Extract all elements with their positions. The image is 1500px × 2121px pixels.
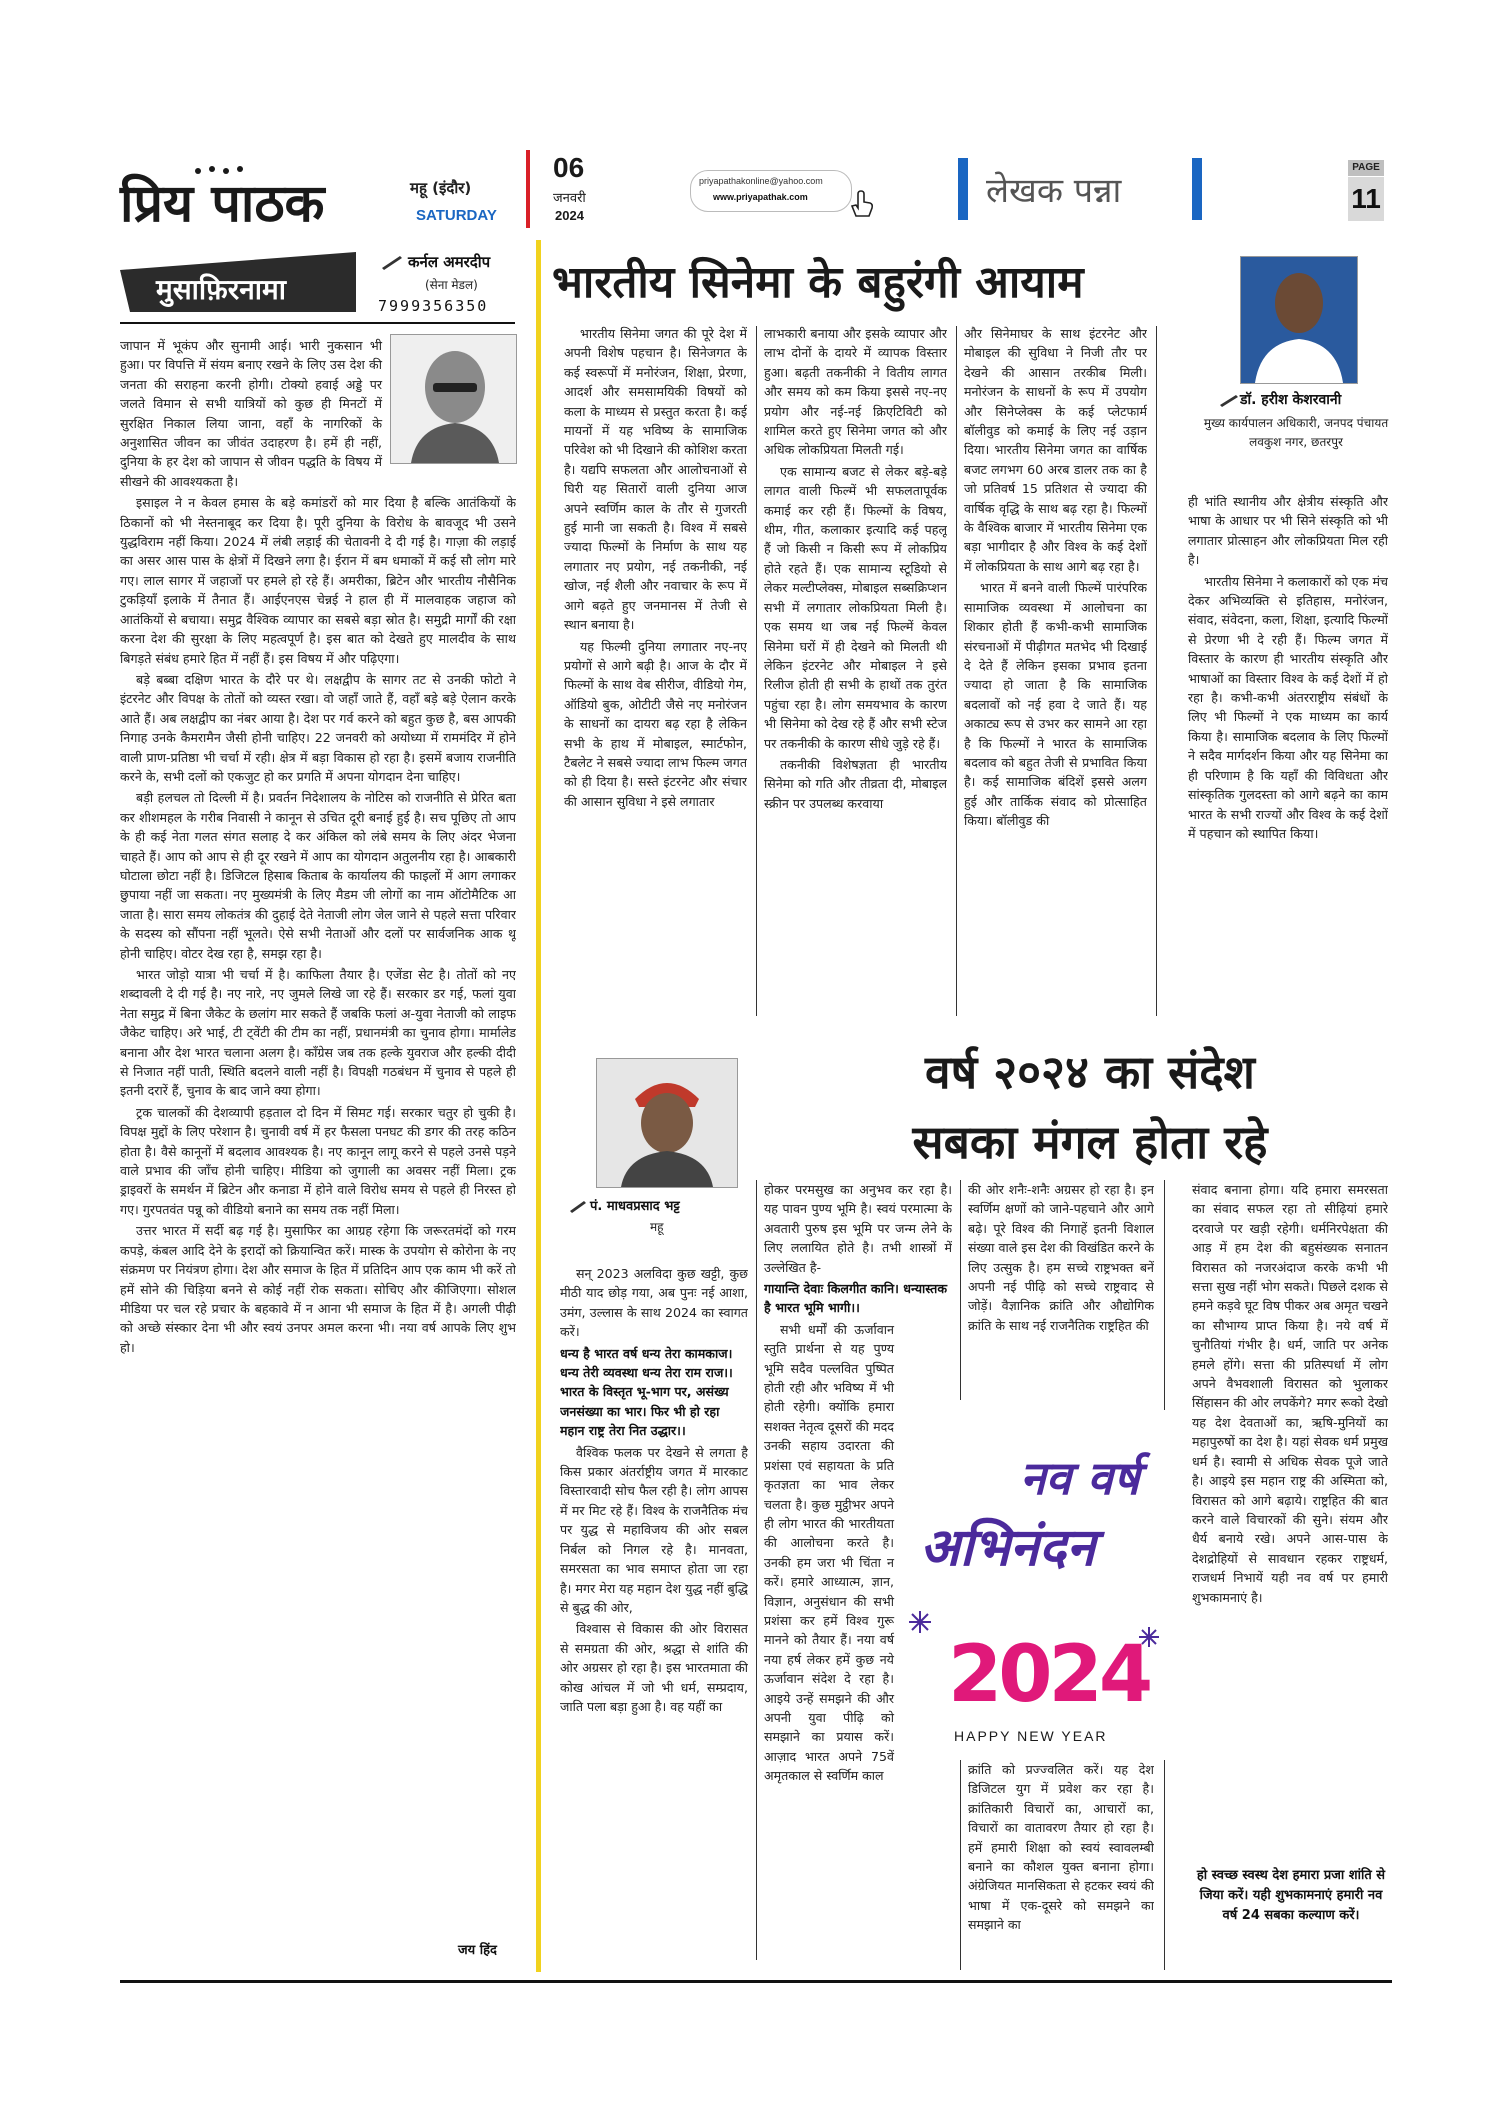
paragraph: जापान में भूकंप और सुनामी आई। भारी नुकसान भी हुआ। पर विपत्ति में संयम बनाए रखने के लिए उस देश की जनता की सराहना करनी होगी। टोक्यो हवाई अड्डे पर जलते विमान से सभी यात्रियों को कुछ ही मिनटों में सुरक्षित निकाल लिया जाना, वहाँ के नागरिकों के अनुशासित जीवन का जीवंत उदाहरण है। हमें ही नहीं, दुनिया के हर देश को जापान से जीवन पद्धति के विषय में सीखने की आवश्यकता है। <box>120 338 382 489</box>
paragraph: होकर परमसुख का अनुभव कर रहा है। यह पावन पुण्य भूमि है। स्वयं परमात्मा के अवतारी पुरुष इस भूमि पर जन्म लेने के लिए ललायित होते है। तभी शास्त्रों में उल्लेखित है- <box>764 1182 952 1275</box>
sandesh-col-2-narrow <box>764 1320 894 1786</box>
author-portrait-icon <box>597 1059 737 1187</box>
column-rule <box>960 1760 961 1970</box>
new-year-greeting <box>900 1440 1180 1750</box>
sandesh-col-2-bottom <box>764 1726 952 1970</box>
paragraph: विश्वास से विकास की ओर विरासत से समग्रता की ओर, श्रद्धा से शांति की ओर अग्रसर हो रहा है। इस भारतमाता की कोख आंचल में जो भी धर्म, सम्प्रदाय, जाति पला बड़ा हुआ है। वह यहीं का <box>560 1621 748 1714</box>
sandesh-col-4 <box>1192 1180 1388 1870</box>
paragraph: उत्तर भारत में सर्दी बढ़ गई है। मुसाफिर का आग्रह रहेगा कि जरूरतमंदों को गरम कपड़े, कंबल आदि देने के इरादों को क्रियान्वित करें। मास्क के उपयोग से कोरोना के नए संक्रमण पर नियंत्रण होगा। देश और समाज के हित में प्रतिदिन आप एक काम भी करें तो हमें सोने की चिड़िया बनने से कोई नहीं रोक सकता। सोचिए और कीजिएगा। सोशल मीडिया पर चल रहे प्रचार के बहकावे में न आना भी समाज के हित में है। अगली पीढ़ी को अच्छे संस्कार देना भी और स्वयं उनपर अमल करना भी। नया वर्ष आपके लिए शुभ हो। <box>120 1223 516 1355</box>
cinema-col-1 <box>564 324 747 1020</box>
logo <box>120 160 360 234</box>
paragraph: बड़ी हलचल तो दिल्ली में है। प्रवर्तन निदेशालय के नोटिस को राजनीति से प्रेरित बता कर शीशमहल के गरीब निवासी ने कानून से उचित दूरी बनाई हुई है। सच पूछिए तो आप के ही कई नेता गलत संगत सलाह दे कर अंकिल को लंबे समय के लिए अंदर भेजना चाहते हैं। आप को आप से ही दूर रखने में आप का योगदान अतुलनीय रहा है। आबकारी घोटाला छोटा नहीं है। डिजिटल हिसाब किताब के कार्यालय की फाइलों में आग लगाकर छुपाया नहीं जा सकता। नए मुख्यमंत्री के लिए मैडम जी लोगों का नाम ऑटोमैटिक आ जाता है। सारा समय लोकतंत्र की दुहाई देते नेताजी लोग जेल जाने से पहले सत्ता परिवार के सदस्य को सौंपना नहीं भूलते। ऐसे सभी नेताओं और दलों पर सार्वजनिक आक थू होनी चाहिए। वोटर देख रहा है, समझ रहा है। <box>120 790 516 961</box>
paragraph: क्रांति को प्रज्ज्वलित करें। यह देश डिजिटल युग में प्रवेश कर रहा है। क्रांतिकारी विचारों का, आचारों का, विचारों का वातावरण तैयार हो रहा है। हमें हमारी शिक्षा को स्वयं स्वावलम्बी बनाने का कौशल युक्त बनाना होगा। अंग्रेजियत मानसिकता से हटकर स्वयं की भाषा में एक-दूसरे को समझने का समझाने का <box>968 1762 1154 1933</box>
sandesh-col-3-top <box>968 1180 1154 1410</box>
column-author-unit: (सेना मेडल) <box>425 278 478 292</box>
snowflake-icon <box>908 1610 932 1634</box>
musafirnama-intro-wrap <box>120 336 382 493</box>
date-year: 2024 <box>555 208 584 223</box>
column-rule <box>960 1180 961 1400</box>
paragraph: तकनीकी विशेषज्ञता ही भारतीय सिनेमा को गति और तीव्रता दी, मोबाइल स्क्रीन पर उपलब्ध करवाया <box>764 756 947 811</box>
page-number: 11 <box>1348 177 1384 221</box>
pen-icon <box>380 254 404 270</box>
date-month: जनवरी <box>553 191 586 206</box>
greeting-headline-2: सबका मंगल होता रहे <box>912 1115 1268 1169</box>
paragraph: ट्रक चालकों की देशव्यापी हड़ताल दो दिन में सिमट गई। सरकार चतुर हो चुकी है। विपक्ष मुद्दों के लिए परेशान है। चुनावी वर्ष में हर फैसला पनघट की डगर की तरह कठिन होता है। वैसे कानूनों में बदलाव आवश्यक है। नए कानून लागू करने से पहले उनसे पड़ने वाले प्रभाव की जाँच होनी चाहिए। मीडिया को जुगाली का अवसर नहीं मिला। ट्रक ड्राइवरों के समर्थन में ब्रिटेन और कनाडा में होने वाले विरोध समय से पहले ही निरस्त हो गए। गुरपतवंत पन्नू को वीडियो बनाने का समय तक नहीं मिला। <box>120 1104 516 1217</box>
pen-icon <box>1218 392 1240 406</box>
cinema-author-photo <box>1240 256 1358 384</box>
section-divider <box>536 240 541 1972</box>
column-banner <box>120 252 356 312</box>
paragraph: एक सामान्य बजट से लेकर बड़े-बड़े लागत वाली फिल्में भी सफलतापूर्वक कमाई कर रही हैं। फिल्मों के विषय, थीम, गीत, कलाकार इत्यादि कई पहलू हैं जो किसी न किसी रूप में लोकप्रिय होते रहते हैं। एक सामान्य स्टूडियो से लेकर मल्टीप्लेक्स, मोबाइल सब्सक्रिप्शन सभी में लगातार लोकप्रियता मिली है। एक समय था जब नई फिल्में केवल सिनेमा घरों में ही देखने को मिलती थी लेकिन इंटरनेट और मोबाइल ने इसे रिलीज होती ही सभी के हाथों तक तुरंत पहुंचा रहा है। लोग समयभाव के कारण भी सिनेमा को देख रहे हैं और सभी स्टेज पर तकनीकी के कारण सीधे जुड़े रहे हैं। <box>764 463 947 751</box>
date-number: 06 <box>553 152 585 183</box>
column-rule <box>756 326 757 1016</box>
second-author-photo <box>596 1058 738 1188</box>
second-author-place: महू <box>650 1220 664 1234</box>
paragraph: वैश्विक फलक पर देखने से लगता है किस प्रकार अंतर्राष्ट्रीय जगत में मारकाट विस्तारवादी सोच फैल रही है। लोग आपस में मर मिट रहे हैं। विश्व के राजनैतिक मंच पर युद्ध से महाविजय की ओर सबल निर्बल को निगल रहे है। मानवता, समरसता का भाव समाप्त होता जा रहा है। मगर मेरा यह महान देश युद्ध नहीं बुद्धि से बुद्ध की ओर, <box>560 1444 748 1615</box>
greeting-headline-1: वर्ष २०२४ का संदेश <box>925 1045 1255 1099</box>
paragraph: ही भांति स्थानीय और क्षेत्रीय संस्कृति और भाषा के आधार पर भी सिने संस्कृति को भी लगातार प्रोत्साहन और लोकप्रियता मिल रही है। <box>1188 494 1388 568</box>
second-author-name: पं. माधवप्रसाद भट्ट <box>590 1199 680 1214</box>
section-bracket-right <box>1192 158 1202 220</box>
cinema-author-name: डॉ. हरीश केशरवानी <box>1240 392 1342 408</box>
column-rule <box>756 1180 757 1960</box>
paragraph: भारतीय सिनेमा जगत की पूरे देश में अपनी विशेष पहचान है। सिनेजगत के कई स्वरूपों में मनोरंजन, शिक्षा, प्रेरणा, आदर्श और समसामयिकी विषयों को कला के माध्यम से प्रस्तुत करता है। कई मायनों में यह भविष्य के सामाजिक परिवेश को भी दिखाने की कोशिश करता है। यद्यपि सफलता और आलोचनाओं से घिरी यह सितारों वाली दुनिया आज अपने स्वर्णिम काल के तौर से गुजरती हुई मानी जा सकती है। विश्व में सबसे ज्यादा फिल्मों के निर्माण के साथ यह लगातार नए प्रयोग, नई तकनीकी, नई खोज, नई शैली और नवाचार के रूप में आगे बढ़ते हुए जनमानस में तेजी से स्थान बनाया है। <box>564 326 747 633</box>
paragraph: भारत में बनने वाली फिल्में पारंपरिक सामाजिक व्यवस्था में आलोचना का शिकार होती हैं कभी-कभी सामाजिक संरचनाओं में पीढ़ीगत मतभेद भी दिखाई दे देते हैं लेकिन इसका प्रभाव इतना ज्यादा हो जाता है कि सामाजिक बदलावों को नई हवा दे जाते हैं। यह अकाट्य रूप से उभर कर सामने आ रहा है कि फिल्मों ने भारत के सामाजिक बदलाव को बहुत तेजी से प्रभावित किया है। कई सामाजिक बंदिशें इससे अलग हुई और तार्किक संवाद को प्रोत्साहित किया। बॉलीवुड की <box>964 580 1147 829</box>
paragraph: इसाइल ने न केवल हमास के बड़े कमांडरों को मार दिया है बल्कि आतंकियों के ठिकानों को भी नेस्तनाबूद कर दिया है। पूरी दुनिया के विरोध के बावजूद भी उसने युद्धविराम नहीं किया। 2024 में लंबी लड़ाई की चेतावनी दे दी गई है। गाज़ा की लड़ाई का असर आस पास के क्षेत्रों में दिखने लगा है। ईरान में बम धमाकों में कई सौ लोग मारे गए। लाल सागर में जहाजों पर हमले हो रहे हैं। अमरीका, ब्रिटेन और भारतीय नौसैनिक टुकड़ियाँ इलाके में तैनात हैं। आईएनएस चेन्नई ने हाल ही में मालवाहक जहाज को आतंकियों से बचाया। समुद्र वैश्विक व्यापार का सबसे बड़ा स्रोत है। समुद्री मार्गों की रक्षा करना देश की सुरक्षा के लिए महत्वपूर्ण है। इस बात को देखते हुए मालदीव के साथ बिगड़ते संबंध हमारे हित में नहीं हैं। इस विषय में और पढ़िएगा। <box>120 495 516 666</box>
paragraph: और सिनेमाघर के साथ इंटरनेट और मोबाइल की सुविधा ने निजी तौर पर देखने की आसान तरकीब मिली। मनोरंजन के साधनों के रूप में उपयोग और सिनेप्लेक्स के कई प्लेटफार्म बॉलीवुड को कमाई के लिए नई उड़ान दिया। भारतीय सिनेमा जगत का वार्षिक बजट लगभग 60 अरब डालर तक का है जो प्रतिवर्ष 15 प्रतिशत से ज्यादा की वार्षिक वृद्धि के साथ बढ़ रहा है। फिल्मों के वैश्विक बाजार में भारतीय सिनेमा एक बड़ा भागीदार है और विश्व के कई देशों में लोकप्रियता के साथ आगे बढ़ रहा है। <box>964 326 1147 574</box>
author-portrait-icon <box>1241 257 1357 383</box>
column-rule <box>956 326 957 1016</box>
cinema-col-4 <box>1188 492 1388 1020</box>
closing-verse: हो स्वच्छ स्वस्थ देश हमारा प्रजा शांति से जिया करें। यही शुभकामनाएं हमारी नव वर्ष 24 सबका कल्याण करें। <box>1196 1868 1386 1923</box>
greeting-english: HAPPY NEW YEAR <box>954 1728 1108 1744</box>
masthead <box>0 0 1500 240</box>
column-signoff: जय हिंद <box>458 1943 497 1958</box>
logo-text: प्रिय पाठक <box>120 173 325 234</box>
website-link[interactable]: www.priyapathak.com <box>713 192 808 202</box>
greeting-line-2: अभिनंदन <box>920 1517 1096 1578</box>
page-bottom-rule <box>120 1980 1392 1983</box>
column-rule <box>1164 1180 1165 1410</box>
masthead-divider <box>526 150 530 228</box>
pen-icon <box>568 1198 588 1212</box>
paragraph: संवाद बनाना होगा। यदि हमारा समरसता का संवाद सफल रहा तो सीढ़ियां हमारे दरवाजे पर खड़ी रहेगी। धर्मनिरपेक्षता की आड़ में हम देश की बहुसंख्यक सनातन विरासत को नजरअंदाज करके कभी भी सत्ता सुख नहीं भोग सकते। पिछले दशक से हमने कड़वे घूट विष पीकर अब अमृत चखने का सौभाग्य प्राप्त किया है। नये वर्ष में चुनौतियां गंभीर है। धर्म, जाति पर अनेक हमले होंगे। सत्ता की प्रतिस्पर्धा में लोग अपने वैभवशाली विरासत को भुलाकर सिंहासन की ओर लपकेंगे? मगर रूको देखो यह देश देवताओं का, ऋषि-मुनियों का महापुरुषों का देश है। यहां सेवक धर्म प्रमुख धर्म है। स्वामी से अधिक सेवक पूजे जाते है। आइये इस महान राष्ट्र की अस्मिता को, विरासत को आगे बढ़ाये। राष्ट्रहित की बात करने वाले विचारकों की सुने। संयम और धैर्य बनाये रखे। अपने आस-पास के देशद्रोहियों से सावधान रहकर राष्ट्रधर्म, राजधर्म निभायें यही नव वर्ष पर हमारी शुभकामनाएं है। <box>1192 1182 1388 1605</box>
sandesh-col-1 <box>560 1264 748 1964</box>
paragraph: भारतीय सिनेमा ने कलाकारों को एक मंच देकर अभिव्यक्ति से इतिहास, मनोरंजन, संवाद, संवेदना, कला, शिक्षा, इत्यादि फिल्मों से प्रेरणा भी दे रही हैं। फिल्म जगत में विस्तार के कारण ही भारतीय संस्कृति और भाषाओं का विस्तार विश्व के कई देशों में हो रहा है। कभी-कभी अंतरराष्ट्रीय संबंधों के लिए भी फिल्मों ने एक माध्यम का कार्य किया है। सामाजिक बदलाव के लिए फिल्मों ने सदैव मार्गदर्शन किया और यह सिनेमा का ही परिणाम है कि यहाँ की विविधता और सांस्कृतिक गुलदस्ता को आगे बढ़ने का काम भारत के सभी राज्यों और विश्व के कई देशों में पहचान को स्थापित किया। <box>1188 573 1388 841</box>
paragraph: यह फिल्मी दुनिया लगातार नए-नए प्रयोगों से आगे बढ़ी है। आज के दौर में फिल्मों के साथ वेब सीरीज, वीडियो गेम, ऑडियो बुक, ओटीटी जैसे नए मनोरंजन के साधनों का दायरा बढ़ रहा है लेकिन सभी के हाथ में मोबाइल, स्मार्टफोन, टैबलेट ने सबसे ज्यादा लाभ फिल्म जगत को ही दिया है। सस्ते इंटरनेट और संचार की आसान सुविधा ने इसे लगातार <box>564 638 747 809</box>
sanskrit-verse: गायान्ति देवाः किलगीत कानि। धन्यास्तक है भारत भूमि भागी।। <box>764 1281 948 1316</box>
greeting-year: 2024 <box>948 1630 1150 1720</box>
section-title: लेखक पन्ना <box>986 171 1122 211</box>
cinema-author-title: मुख्य कार्यपालन अधिकारी, जनपद पंचायत लवकुश नगर, छतरपुर <box>1203 416 1389 449</box>
page-label: PAGE <box>1348 160 1384 176</box>
cinema-col-3 <box>964 324 1147 1020</box>
page-badge <box>1348 160 1384 224</box>
paragraph: सन् 2023 अलविदा कुछ खट्टी, कुछ मीठी याद छोड़ गया, अब पुनः नई आशा, उमंग, उल्लास के साथ 2024 का स्वागत करें। <box>560 1266 748 1340</box>
hand-cursor-icon <box>848 190 874 218</box>
column-author: कर्नल अमरदीप <box>408 253 491 271</box>
masthead-day: SATURDAY <box>416 207 497 224</box>
musafirnama-column-text <box>120 336 516 1954</box>
column-header-rule <box>120 322 515 324</box>
paragraph: की ओर शनैः-शनैः अग्रसर हो रहा है। इन स्वर्णिम क्षणों को जाने-पहचाने और आगे बढ़े। पूरे विश्व की निगाहें इतनी विशाल संख्या वाले इस देश की विखंडित करने के लिए उत्सुक है। हम सच्चे राष्ट्रभक्त बनें अपनी नई पीढ़ि को सच्चे राष्ट्रवाद से जोड़ें। वैज्ञानिक क्रांति और औद्योगिक क्रांति के साथ नई राजनैतिक राष्ट्रहित की <box>968 1182 1154 1333</box>
column-rule <box>1156 326 1157 1016</box>
verse: धन्य है भारत वर्ष धन्य तेरा कामकाज। धन्य तेरी व्यवस्था धन्य तेरा राम राज।। भारत के विस्तृत भू-भाग पर, असंख्य जनसंख्या का भार। फिर भी हो रहा महान राष्ट्र तेरा नित उद्धार।। <box>560 1345 733 1439</box>
sandesh-col-3-bottom <box>968 1760 1154 1970</box>
column-banner-title: मुसाफ़िरनामा <box>156 273 287 306</box>
masthead-city: महू (इंदौर) <box>410 179 472 197</box>
paragraph: सभी धर्मों की ऊर्जावान स्तुति प्रार्थना से यह पुण्य भूमि सदैव पल्लवित पुष्पित होती रही और भविष्य में भी होती रहेगी। क्योंकि हमारा सशक्त नेतृत्व दूसरों की मदद उनकी सहाय उदारता की प्रशंसा एवं सहायता के प्रति कृतज्ञता का भाव लेकर चलता है। कुछ मुट्ठीभर अपने ही लोग भारत की भारतीयता की आलोचना करते है। उनकी हम जरा भी चिंता न करें। हमारे आध्यात्म, ज्ञान, विज्ञान, अनुसंधान की सभी प्रशंसा कर हमें विश्व गुरू मानने को तैयार हैं। नया वर्ष नया हर्ष लेकर हमें कुछ नये ऊर्जावान संदेश दे रहा है। आइये उन्हें समझने की और अपनी युवा पीढ़ि को समझाने का प्रयास करें। आज़ाद भारत अपने 75वें अमृतकाल से स्वर्णिम काल <box>764 1321 894 1784</box>
paragraph: बड़े बब्बा दक्षिण भारत के दौरे पर थे। लक्षद्वीप के सागर तट से उनकी फोटो ने इंटरनेट और विपक्ष के तोतों को व्यस्त रखा। वो जहाँ जाते हैं, वहाँ बड़े बड़े ऐलान करके आते हैं। अब लक्षद्वीप का नंबर आया है। देश पर गर्व करने को बहुत कुछ है, बस आपकी निगाह उनके कैमरामैन जैसी होनी चाहिए। 22 जनवरी को अयोध्या में राममंदिर में होने वाली प्राण-प्रतिष्ठा भी चर्चा में रही। क्षेत्र में बड़ा विकास हो रहा है। इसमें बजाय राजनीति करने के, सभी दलों को एकजुट हो कर प्रगति में अपना योगदान देना चाहिए। <box>120 671 516 784</box>
contact-box <box>690 170 852 212</box>
section-bracket-left <box>958 158 968 220</box>
greeting-line-1: नव वर्ष <box>1020 1451 1140 1505</box>
column-phone: 7999356350 <box>378 297 489 315</box>
cinema-col-2 <box>764 324 947 1020</box>
email-text: priyapathakonline@yahoo.com <box>699 176 823 186</box>
column-rule <box>1164 1760 1165 1970</box>
cinema-headline: भारतीय सिनेमा के बहुरंगी आयाम <box>552 257 1084 308</box>
paragraph: लाभकारी बनाया और इसके व्यापार और लाभ दोनों के दायरे में व्यापक विस्तार हुआ। बढ़ती तकनीकी ने वितीय लागत और समय को कम किया इससे नए-नए प्रयोग और नई-नई क्रिएटिविटी को शामिल करते हुए सिनेमा जगत को और अधिक लोकप्रियता मिलती गई। <box>764 326 947 458</box>
paragraph: भारत जोड़ो यात्रा भी चर्चा में है। काफिला तैयार है। एजेंडा सेट है। तोतों को नए शब्दावली दे दी गई है। नए नारे, नए जुमले लिखे जा रहे हैं। सरकार डर गई, फलां युवा नेता समुद्र में बिना जैकेट के छलांग मार सकते हैं जबकि फलां अ-युवा नेताजी को लाइफ जैकेट चाहिए। अरे भाई, टी ट्वेंटी की टीम का नहीं, प्रधानमंत्री का चुनाव होगा। मार्मालेड बनाना और देश भारत चलाना अलग है। काँग्रेस जब तक हल्के युवराज और हल्की दीदी से निजात नहीं पाती, स्थिति बदलने वाली नहीं है। विपक्षी गठबंधन में चुनाव से पहले ही इतनी दरारें हैं, चुनाव के बाद जाने क्या होगा। <box>120 967 516 1099</box>
